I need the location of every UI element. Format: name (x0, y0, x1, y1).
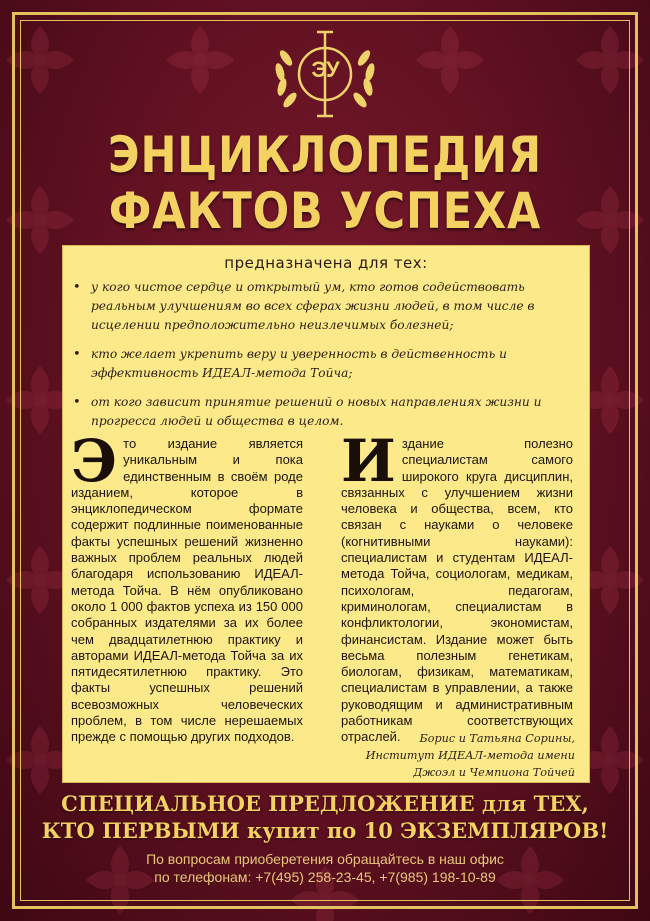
bullet-icon: • (73, 347, 81, 362)
left-dropcap: Э (71, 427, 118, 495)
panel-intro: предназначена для тех: (224, 254, 428, 272)
audience-item (69, 278, 575, 335)
audience-item (69, 345, 575, 383)
info-panel (63, 246, 589, 782)
signature-line-3: Джоэл и Чемпиона Тойчей (413, 766, 575, 779)
bullet-icon: • (73, 395, 81, 410)
title-line-2: ФАКТОВ УСПЕХА (108, 182, 542, 240)
signature-line-2: Институт ИДЕАЛ-метода имени (365, 749, 575, 762)
audience-item-text: у кого чистое сердце и открытый ум, кто готов содействовать реальным улучшениям во всех сферах жизни людей, в том числе в исцелении предположительно неизлечимых болезней; (91, 280, 535, 332)
audience-item-text: кто желает укрепить веру и уверенность в действенность и эффективность ИДЕАЛ-метода Тойча; (91, 347, 507, 380)
right-column-text: здание полезно специалистам самого широкого круга дисциплин, связанных с улучшением жизни человека и общества, всем, кто связан с науками о человеке (когнитивными науками): специалистам и студентам ИДЕАЛ-метода Тойча, социологам, медикам, психологам, педагогам, криминологам, специалистам в конфликтологии, экономистам, финансистам. Издание может быть весьма полезным генетикам, биологам, физикам, математикам, специалистам в управлении, а также руководящим и административным работникам соответствующих отраслей. (341, 436, 573, 745)
left-column (71, 427, 303, 746)
signature (363, 730, 575, 781)
audience-item (69, 393, 575, 431)
offer-line-1: СПЕЦИАЛЬНОЕ ПРЕДЛОЖЕНИЕ для ТЕХ, (61, 791, 589, 816)
contact-line-1: По вопросам приоберетения обращайтесь в наш офис (146, 851, 504, 867)
left-column-text: то издание является уникальным и пока единственным в своём роде изданием, которое в энциклопедическом формате содержит подлинные поименованные факты успешных решений жизненно важных проблем реальных людей благодаря использованию ИДЕАЛ-метода Тойча. В нём опубликовано около 1 000 фактов успеха из 150 000 собранных издателями за их более чем двадцатилетнюю практику и авторами ИДЕАЛ-метода Тойча за их пятидесятилетнюю практику. Это факты успешных решений всевозможных человеческих проблем, в том числе нерешаемых прежде с помощью других подходов. (71, 436, 303, 745)
contact-phones[interactable]: по телефонам: +7(495) 258-23-45, +7(985) 198-10-89 (154, 869, 496, 885)
audience-list (69, 278, 575, 441)
right-dropcap: И (341, 427, 396, 495)
signature-line-1: Борис и Татьяна Сорины, (419, 732, 575, 745)
title-line-1: ЭНЦИКЛОПЕДИЯ (108, 126, 542, 184)
audience-item-text: от кого зависит принятие решений о новых направлениях жизни и прогресса людей и общества в целом. (91, 395, 542, 428)
offer-line-2: КТО ПЕРВЫМИ купит по 10 ЭКЗЕМПЛЯРОВ! (41, 818, 609, 843)
logo-letters: ЭУ (311, 57, 339, 82)
right-column (341, 427, 573, 746)
bullet-icon: • (73, 280, 81, 295)
